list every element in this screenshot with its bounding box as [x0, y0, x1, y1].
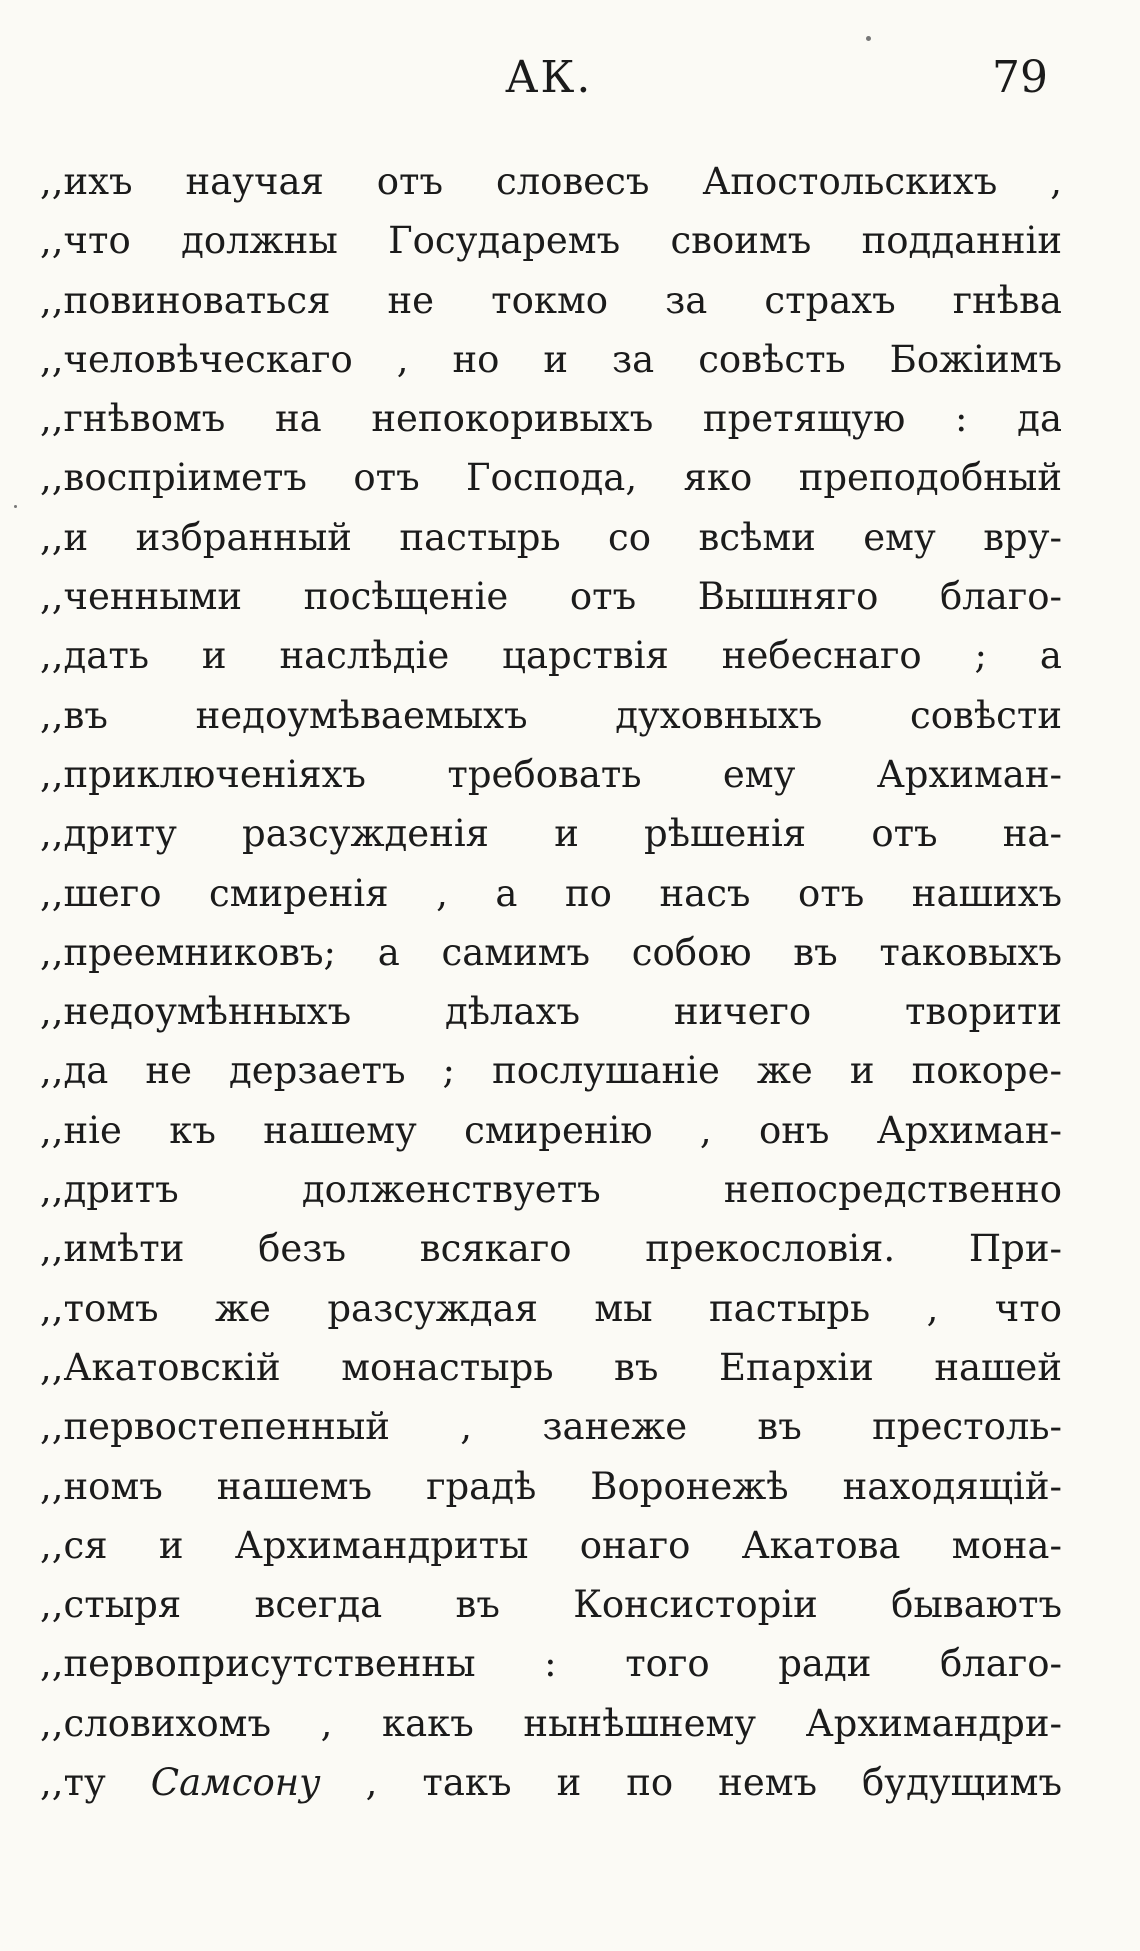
last-line-start: ,,ту [40, 1761, 151, 1805]
text-line: ,,номъ нашемъ градѣ Воронежѣ находящiй- [40, 1464, 1062, 1508]
text-line: ,,повиноваться не токмо за страхъ гнѣва [40, 278, 1062, 322]
text-line: ,,что должны Государемъ своимъ подданнiи [40, 219, 1062, 263]
text-line: ,,ченными посѣщенiе отъ Вышняго благо- [40, 575, 1062, 619]
body-text [40, 152, 1062, 1812]
text-line: ,,Акатовскiй монастырь въ Епархiи нашей [40, 1345, 1062, 1389]
text-line: ,,недоумѣнныхъ дѣлахъ ничего творити [40, 990, 1062, 1034]
italic-name: Самсону [150, 1761, 321, 1805]
text-line-last [40, 1753, 1062, 1812]
text-line: ,,нiе къ нашему смиренiю , онъ Архиман- [40, 1108, 1062, 1152]
text-line: ,,гнѣвомъ на непокоривыхъ претящую : да [40, 397, 1062, 441]
text-line: ,,въ недоумѣваемыхъ духовныхъ совѣсти [40, 693, 1062, 737]
last-line-end: , такъ и по немъ будущимъ [320, 1761, 1062, 1805]
text-line: ,,ся и Архимандриты онаго Акатова мона- [40, 1523, 1062, 1567]
text-line: ,,дритъ долженствуетъ непосредственно [40, 1168, 1062, 1212]
running-title: АК. [505, 52, 593, 103]
text-line: ,,ихъ научая отъ словесъ Апостольскихъ , [40, 160, 1062, 203]
text-line: ,,человѣческаго , но и за совѣсть Божiимъ [40, 337, 1062, 381]
running-head [0, 52, 1140, 112]
text-line: ,,шего смиренiя , а по насъ отъ нашихъ [40, 871, 1062, 915]
text-line: ,,имѣти безъ всякаго прекословiя. При- [40, 1227, 1062, 1271]
text-line: ,,преемниковъ; а самимъ собою въ таковыхъ [40, 930, 1062, 974]
text-line: ,,дриту разсужденiя и рѣшенiя отъ на- [40, 812, 1062, 856]
paper-speck [866, 36, 871, 41]
text-line: ,,первоприсутственны : того ради благо- [40, 1642, 1062, 1686]
paper-speck [14, 505, 17, 508]
text-line: ,,стыря всегда въ Консисторiи бываютъ [40, 1583, 1062, 1627]
text-line: ,,да не дерзаетъ ; послушанiе же и покоре- [40, 1049, 1062, 1093]
text-line: ,,томъ же разсуждая мы пастырь , что [40, 1286, 1062, 1330]
page-number: 79 [992, 52, 1048, 103]
text-line: ,,и избранный пастырь со всѣми ему вру- [40, 515, 1062, 559]
text-line: ,,воспрiиметъ отъ Господа, яко преподобный [40, 456, 1062, 500]
text-line: ,,первостепенный , занеже въ престоль- [40, 1405, 1062, 1449]
text-line: ,,словихомъ , какъ нынѣшнему Архимандри- [40, 1701, 1062, 1745]
text-line: ,,дать и наслѣдiе царствiя небеснаго ; а [40, 634, 1062, 678]
text-line: ,,приключенiяхъ требовать ему Архиман- [40, 752, 1062, 796]
